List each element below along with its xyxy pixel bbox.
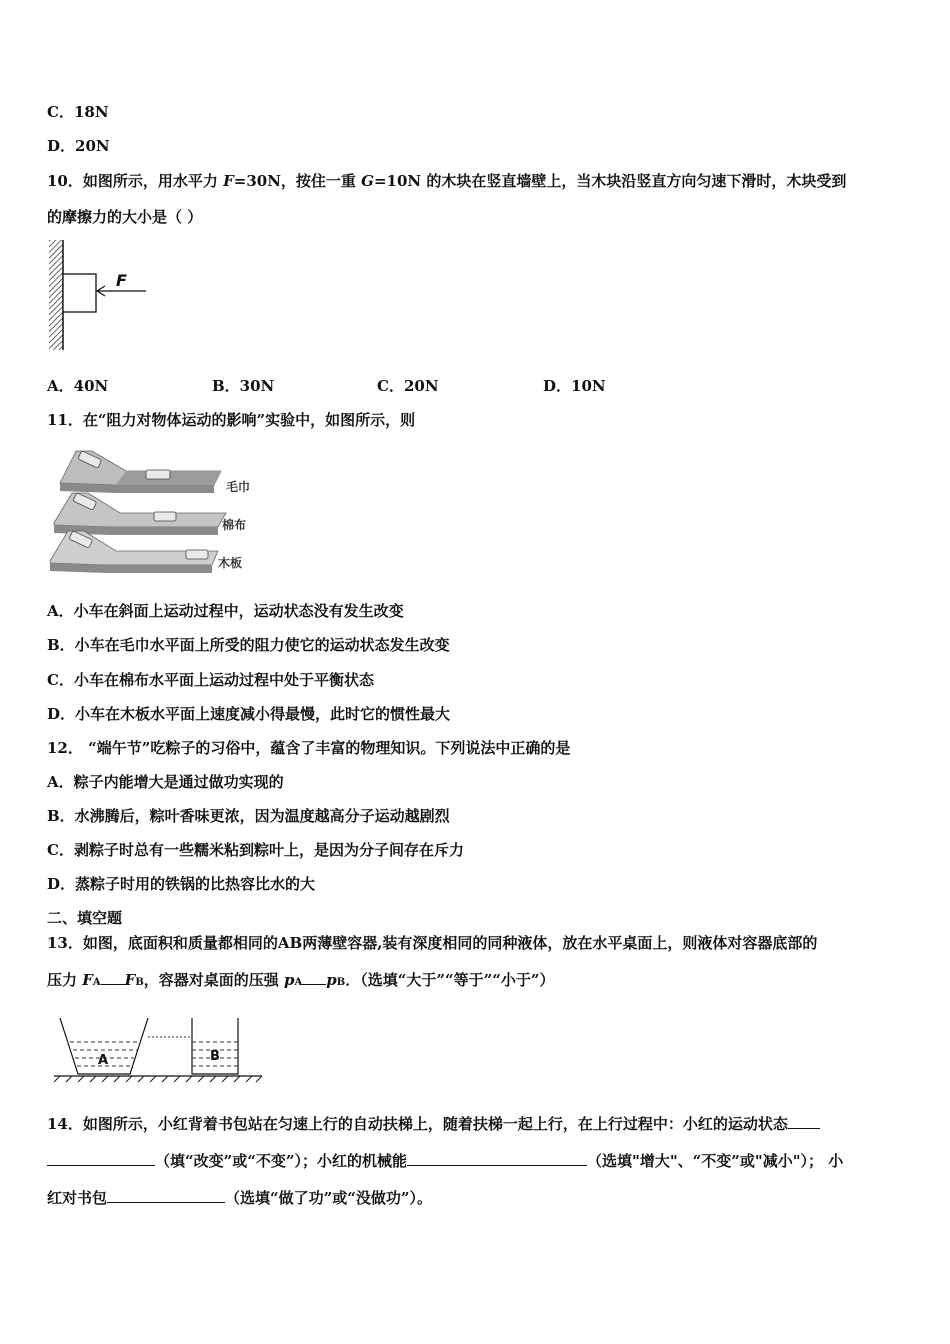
wall-hatching <box>49 240 63 350</box>
q13-containers-figure <box>52 1014 267 1084</box>
q14-stem-line3: 红对书包 （选填“做了功”或“没做功”）。 <box>47 1189 433 1207</box>
q14-stem-line1: 14．如图所示，小红背着书包站在匀速上行的自动扶梯上，随着扶梯一起上行，在上行过程中：小红的运动状态 <box>47 1114 820 1134</box>
q9-option-c: C．18N <box>47 103 109 121</box>
q12-stem: 12． “端午节”吃粽子的习俗中，蕴含了丰富的物理知识。下列说法中正确的是 <box>47 739 571 757</box>
q14-stem-line2: （填“改变”或“不变”）；小红的机械能 （选填"增大"、“不变”或"减小"）； 小 <box>47 1151 843 1171</box>
label-b: B <box>210 1049 220 1064</box>
q11-option-c: C．小车在棉布水平面上运动过程中处于平衡状态 <box>47 671 374 689</box>
q10-stem-line2: 的摩擦力的大小是（ ） <box>47 208 203 226</box>
q10-option-a: A．40N <box>47 377 109 395</box>
q12-option-c: C．剥粽子时总有一些糯米粘到粽叶上，是因为分子间存在斥力 <box>47 841 464 859</box>
q13-stem-line1: 13．如图，底面积和质量都相同的AB两薄壁容器,装有深度相同的同种液体，放在水平桌面上，则液体对容器底部的 <box>47 934 818 952</box>
q10-option-c: C．20N <box>377 377 439 395</box>
q11-ramp-figure <box>46 443 266 578</box>
force-label: F <box>116 271 127 290</box>
wooden-block <box>63 274 96 312</box>
track-wood <box>50 531 242 573</box>
q11-stem: 11．在“阻力对物体运动的影响”实验中，如图所示，则 <box>47 411 416 429</box>
q12-option-d: D．蒸粽子时用的铁锅的比热容比水的大 <box>47 875 316 893</box>
q12-option-a: A．粽子内能增大是通过做功实现的 <box>47 773 284 791</box>
q12-option-b: B．水沸腾后，粽叶香味更浓，因为温度越高分子运动越剧烈 <box>47 807 450 825</box>
q11-option-a: A．小车在斜面上运动过程中，运动状态没有发生改变 <box>47 602 404 620</box>
q10-wall-block-figure <box>46 238 156 353</box>
q14-blank-3[interactable] <box>107 1188 225 1203</box>
q14-blank-2[interactable] <box>407 1151 587 1166</box>
label-a: A <box>98 1053 109 1068</box>
label-cotton: 棉布 <box>222 518 247 532</box>
q14-blank-1b[interactable] <box>47 1151 155 1166</box>
q11-option-d: D．小车在木板水平面上速度减小得最慢，此时它的惯性最大 <box>47 705 451 723</box>
q11-option-b: B．小车在毛巾水平面上所受的阻力使它的运动状态发生改变 <box>47 636 450 654</box>
q14-blank-1a[interactable] <box>788 1114 820 1129</box>
q10-option-b: B．30N <box>212 377 275 395</box>
section-title: 二、填空题 <box>47 909 123 927</box>
q13-blank-2[interactable] <box>302 970 326 985</box>
q9-option-d: D．20N <box>47 137 110 155</box>
track-cotton <box>54 493 246 535</box>
q13-stem-line2: 压力 FA FB，容器对桌面的压强 pA pB．（选填“大于”“等于”“小于”） <box>47 971 555 989</box>
q10-stem-line1: 10．如图所示，用水平力 F=30N，按住一重 G=10N 的木块在竖直墙壁上，当木块沿竖直方向匀速下滑时，木块受到 <box>47 172 847 190</box>
label-towel: 毛巾 <box>226 480 251 494</box>
q13-blank-1[interactable] <box>101 970 125 985</box>
label-wood: 木板 <box>218 556 243 570</box>
track-towel <box>60 451 250 494</box>
q10-option-d: D．10N <box>543 377 606 395</box>
